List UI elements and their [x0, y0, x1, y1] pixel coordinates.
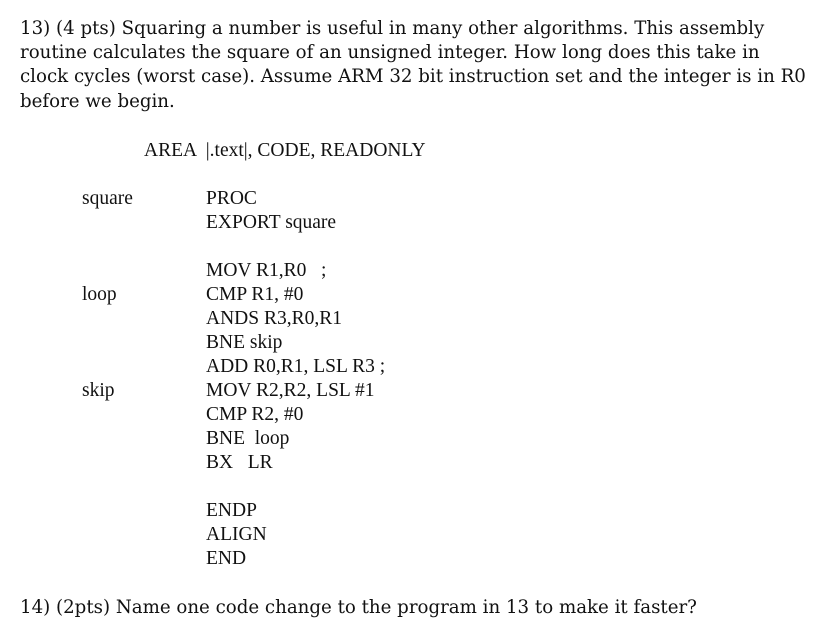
code-line-bx-lr: BX LR: [206, 452, 273, 473]
code-line-end: END: [206, 548, 247, 569]
area-directive: AREA |.text|, CODE, READONLY: [144, 140, 426, 161]
label-skip: skip: [82, 380, 115, 401]
code-line-proc: PROC: [206, 188, 257, 209]
code-line-endp: ENDP: [206, 500, 257, 521]
label-square: square: [82, 188, 133, 209]
code-line-add: ADD R0,R1, LSL R3 ;: [206, 356, 386, 377]
question-13-text: 13) (4 pts) Squaring a number is useful in many other algorithms. This assembly routine calculates the square of an unsigned integer. How long does this take in clock cycles (worst case). Assume ARM 32 bit instruction set and the integer is in R0 before we begin.: [20, 18, 806, 112]
code-line-bne-loop: BNE loop: [206, 428, 290, 449]
question-14-text: 14) (2pts) Name one code change to the program in 13 to make it faster?: [20, 597, 697, 618]
code-line-mov-r1: MOV R1,R0 ;: [206, 260, 327, 281]
code-line-export: EXPORT square: [206, 212, 337, 233]
code-line-align: ALIGN: [206, 524, 267, 545]
code-line-mov-r2: MOV R2,R2, LSL #1: [206, 380, 375, 401]
label-loop: loop: [82, 284, 117, 305]
code-line-cmp-r2: CMP R2, #0: [206, 404, 304, 425]
code-line-ands: ANDS R3,R0,R1: [206, 308, 342, 329]
code-line-cmp-r1: CMP R1, #0: [206, 284, 304, 305]
code-line-bne-skip: BNE skip: [206, 332, 283, 353]
